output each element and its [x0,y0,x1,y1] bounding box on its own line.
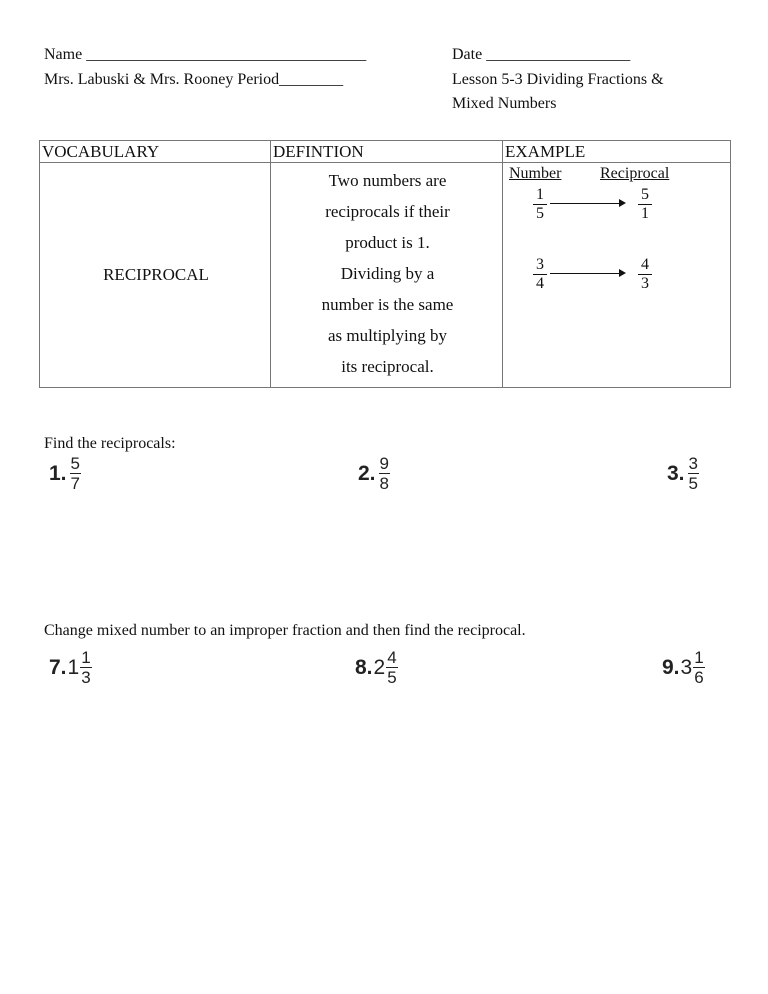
numerator: 3 [688,454,698,473]
example-number-heading: Number [509,165,562,182]
numerator: 4 [387,648,397,667]
problem-fraction [693,650,704,686]
header-vocabulary: VOCABULARY [40,141,271,163]
table-header-row [40,141,731,163]
date-field-label: Date __________________ [452,46,631,63]
definition-line: reciprocals if their [325,202,450,221]
denominator: 5 [688,474,698,493]
whole-number: 3 [680,656,693,679]
example-fraction [638,256,652,293]
problem-fraction [70,456,81,492]
problem-7 [49,650,92,686]
arrow-icon [550,203,624,204]
vocabulary-table [39,140,731,388]
problem-2 [358,456,390,492]
problem-number: 8. [355,656,373,679]
numerator: 9 [379,454,389,473]
lesson-title-line1: Lesson 5-3 Dividing Fractions & [452,71,664,88]
section1-instruction: Find the reciprocals: [44,435,176,452]
denominator: 5 [387,668,397,687]
example-fraction [638,186,652,223]
problem-fraction [80,650,91,686]
header-example: EXAMPLE [503,141,731,163]
table-row [40,163,731,388]
problem-number: 1. [49,462,67,485]
teachers-period: Mrs. Labuski & Mrs. Rooney Period________ [44,71,344,88]
example-fraction [533,256,547,293]
denominator: 3 [641,275,649,292]
numerator: 4 [638,256,652,275]
problem-fraction [379,456,390,492]
definition-line: as multiplying by [328,326,447,345]
problem-number: 9. [662,656,680,679]
problem-number: 2. [358,462,376,485]
definition-line: product is 1. [345,233,430,252]
lesson-title-line2: Mixed Numbers [452,95,557,112]
problem-8 [355,650,398,686]
problem-fraction [688,456,699,492]
denominator: 1 [641,205,649,222]
denominator: 4 [536,275,544,292]
arrow-icon [550,273,624,274]
problem-fraction [386,650,397,686]
vocab-definition [271,163,503,388]
whole-number: 1 [67,656,80,679]
name-field-label: Name ___________________________________ [44,46,367,63]
numerator: 1 [533,186,547,205]
problem-1 [49,456,81,492]
numerator: 5 [638,186,652,205]
numerator: 1 [694,648,704,667]
denominator: 5 [536,205,544,222]
definition-line: number is the same [321,295,454,314]
vocab-example [503,163,731,388]
vocab-term: RECIPROCAL [40,163,271,388]
definition-line: its reciprocal. [341,357,434,376]
numerator: 3 [533,256,547,275]
numerator: 1 [81,648,91,667]
problem-9 [662,650,705,686]
example-reciprocal-heading: Reciprocal [600,165,670,182]
denominator: 6 [694,668,704,687]
numerator: 5 [70,454,80,473]
example-fraction [533,186,547,223]
problem-number: 7. [49,656,67,679]
definition-line: Dividing by a [340,264,435,283]
whole-number: 2 [373,656,386,679]
denominator: 8 [379,474,389,493]
denominator: 3 [81,668,91,687]
header-definition: DEFINTION [271,141,503,163]
section2-instruction: Change mixed number to an improper fraction and then find the reciprocal. [44,622,526,639]
problem-3 [667,456,699,492]
definition-line: Two numbers are [328,171,447,190]
denominator: 7 [70,474,80,493]
problem-number: 3. [667,462,685,485]
